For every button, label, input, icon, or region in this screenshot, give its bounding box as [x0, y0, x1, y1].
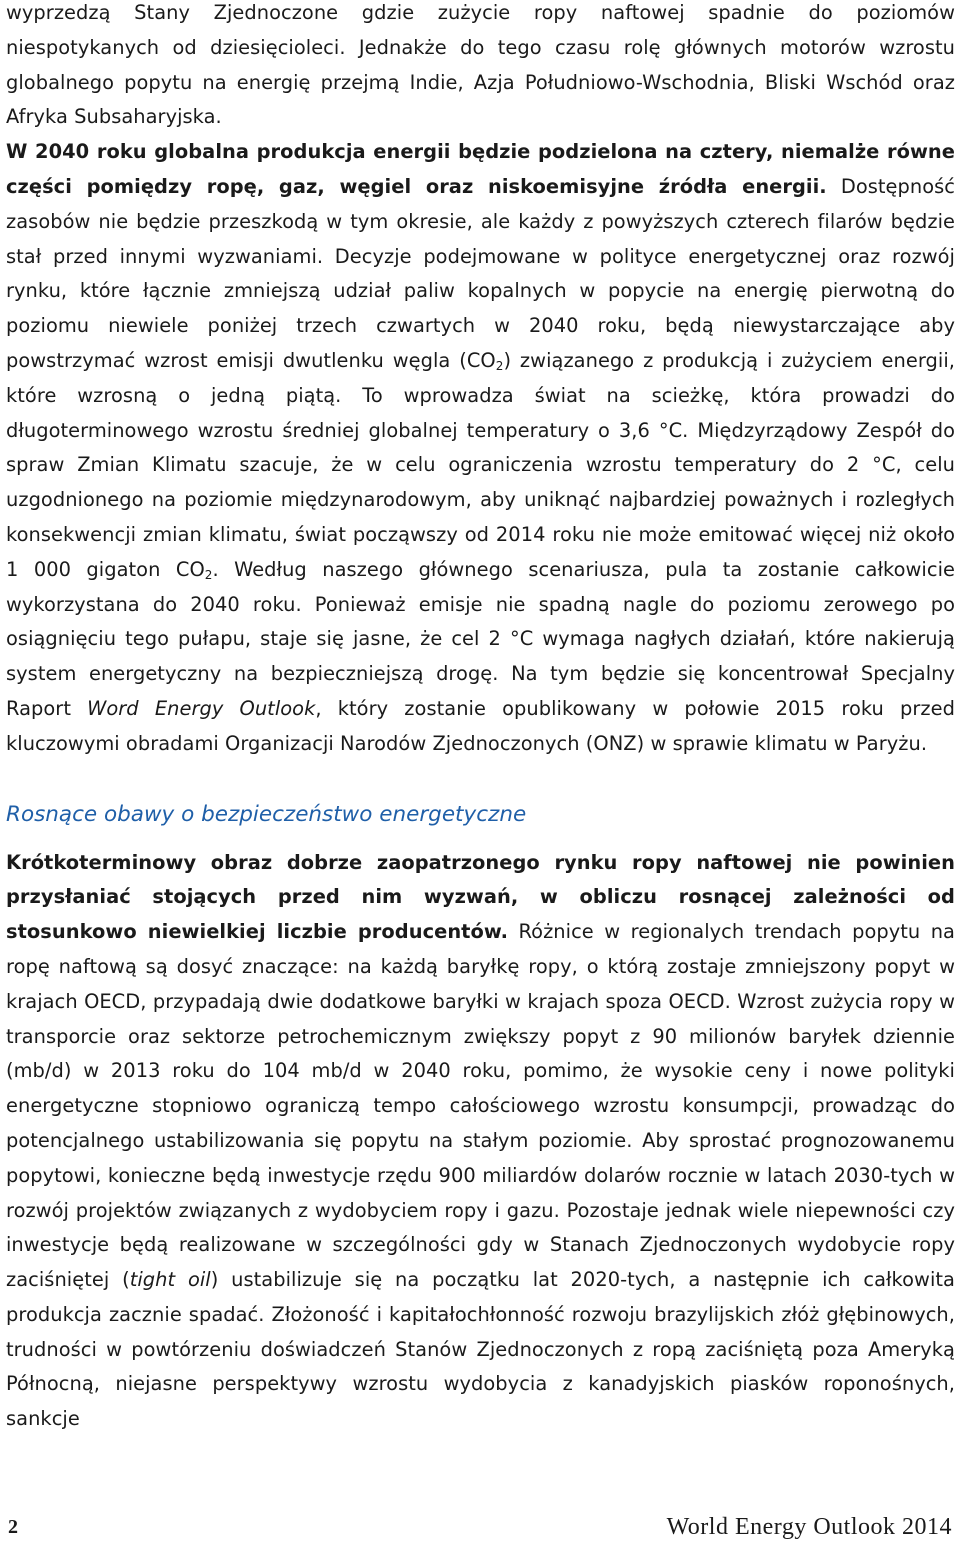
section-heading: Rosnące obawy o bezpieczeństwo energetyczne — [6, 801, 527, 827]
subscript: 2 — [204, 567, 213, 582]
paragraph-oil-market — [6, 846, 955, 1438]
italic-report-title: Word Energy Outlook — [87, 696, 316, 720]
paragraph-text: . Według naszego głównego scenariusza, pula ta zostanie całkowicie wykorzystana do 2040 roku. Ponieważ emisje nie spadną nagle do poziomu zerowego po osiągnięciu tego pułapu, staje się jasne, że cel 2 °C wymaga nagłych działań, które nakierują system energetyczny na bezpieczniejszą drogę. Na tym będzie się koncentrował Specjalny Raport — [6, 557, 955, 720]
paragraph-text: ) ustabilizuje się na początku lat 2020-tych, a następnie ich całkowita produkcja zacznie spadać. Złożoność i kapitałochłonność rozwoju brazylijskich złóż głębinowych, trudności w powtórzeniu doświadczeń Stanów Zjednoczonych z ropą zaciśniętą poza Ameryką Północną, niejasne perspektywy wzrostu wydobycia z kanadyjskich piasków roponośnych, sankcje — [6, 1268, 955, 1431]
paragraph-text: Różnice w regionalych trendach popytu na ropę naftową są dosyć znaczące: na każdą baryłkę ropy, o którą zostaje zmniejszony popyt w krajach OECD, przypadają dwie dodatkowe baryłki w krajach spoza OECD. Wzrost zużycia ropy w transporcie oraz sektorze petrochemicznym zwiększy popyt z 90 milionów baryłek dziennie (mb/d) w 2013 roku do 104 mb/d w 2040 roku, pomimo, że wysokie ceny i nowe polityki energetyczne stopniowo ograniczą tempo całościowego wzrostu konsumpcji, prowadząc do potencjalnego ustabilizowania się popytu na stałym poziomie. Aby sprostać prognozowanemu popytowi, konieczne będą inwestycje rzędu 900 miliardów dolarów rocznie w latach 2030-tych w rozwój projektów związanych z wydobyciem ropy i gazu. Pozostaje jednak wiele niepewności czy inwestycje będą realizowane w szczególności gdy w Stanach Zjednoczonych wydobycie ropy zaciśniętej ( — [6, 920, 955, 1292]
paragraph-text: Dostępność zasobów nie będzie przeszkodą w tym okresie, ale każdy z powyższych czterech filarów będzie stał przed innymi wyzwaniami. Decyzje podejmowane w polityce energetycznej oraz rozwój rynku, które łącznie zmniejszą udział paliw kopalnych w popycie na energię pierwotną do poziomu niewiele poniżej trzech czwartych w 2040 roku, będą niewystarczające aby powstrzymać wzrost emisji dwutlenku węgla (CO — [6, 174, 955, 372]
publication-title: World Energy Outlook 2014 — [666, 1514, 952, 1540]
paragraph-bold-lead: W 2040 roku globalna produkcja energii będzie podzielona na cztery, niemalże równe części pomiędzy ropę, gaz, węgiel oraz niskoemisyjne źródła energii. — [6, 140, 955, 198]
subscript: 2 — [495, 358, 504, 373]
paragraph-continuation — [6, 0, 955, 135]
paragraph-energy-mix — [6, 135, 955, 761]
italic-term: tight oil — [129, 1268, 211, 1292]
page-footer — [8, 1514, 952, 1544]
paragraph-text: ) związanego z produkcją i zużyciem energii, które wzrosną o jedną piątą. To wprowadza świat na scieżkę, która prowadzi do długoterminowego wzrostu średniej globalnej temperatury o 3,6 °C. Międzyrządowy Zespół do spraw Zmian Klimatu szacuje, że w celu ograniczenia wzrostu temperatury do 2 °C, celu uzgodnionego na poziomie międzynarodowym, aby uniknąć najbardziej poważnych i rozległych konsekwencji zmian klimatu, świat począwszy od 2014 roku nie może emitować więcej niż około 1 000 gigaton CO — [6, 348, 955, 581]
document-page — [6, 0, 955, 1437]
paragraph-bold-lead: Krótkoterminowy obraz dobrze zaopatrzonego rynku ropy naftowej nie powinien przysłaniać stojących przed nim wyzwań, w obliczu rosnącej zależności od stosunkowo niewielkiej liczbie producentów. — [6, 850, 955, 944]
paragraph-text: wyprzedzą Stany Zjednoczone gdzie zużycie ropy naftowej spadnie do poziomów niespotykanych od dziesięcioleci. Jednakże do tego czasu rolę głównych motorów wzrostu globalnego popytu na energię przejmą Indie, Azja Południowo-Wschodnia, Bliski Wschód oraz Afryka Subsaharyjska. — [6, 1, 955, 129]
page-number: 2 — [8, 1516, 18, 1538]
paragraph-text: , który zostanie opublikowany w połowie 2015 roku przed kluczowymi obradami Organizacji Narodów Zjednoczonych (ONZ) w sprawie klimatu w Paryżu. — [6, 696, 955, 755]
